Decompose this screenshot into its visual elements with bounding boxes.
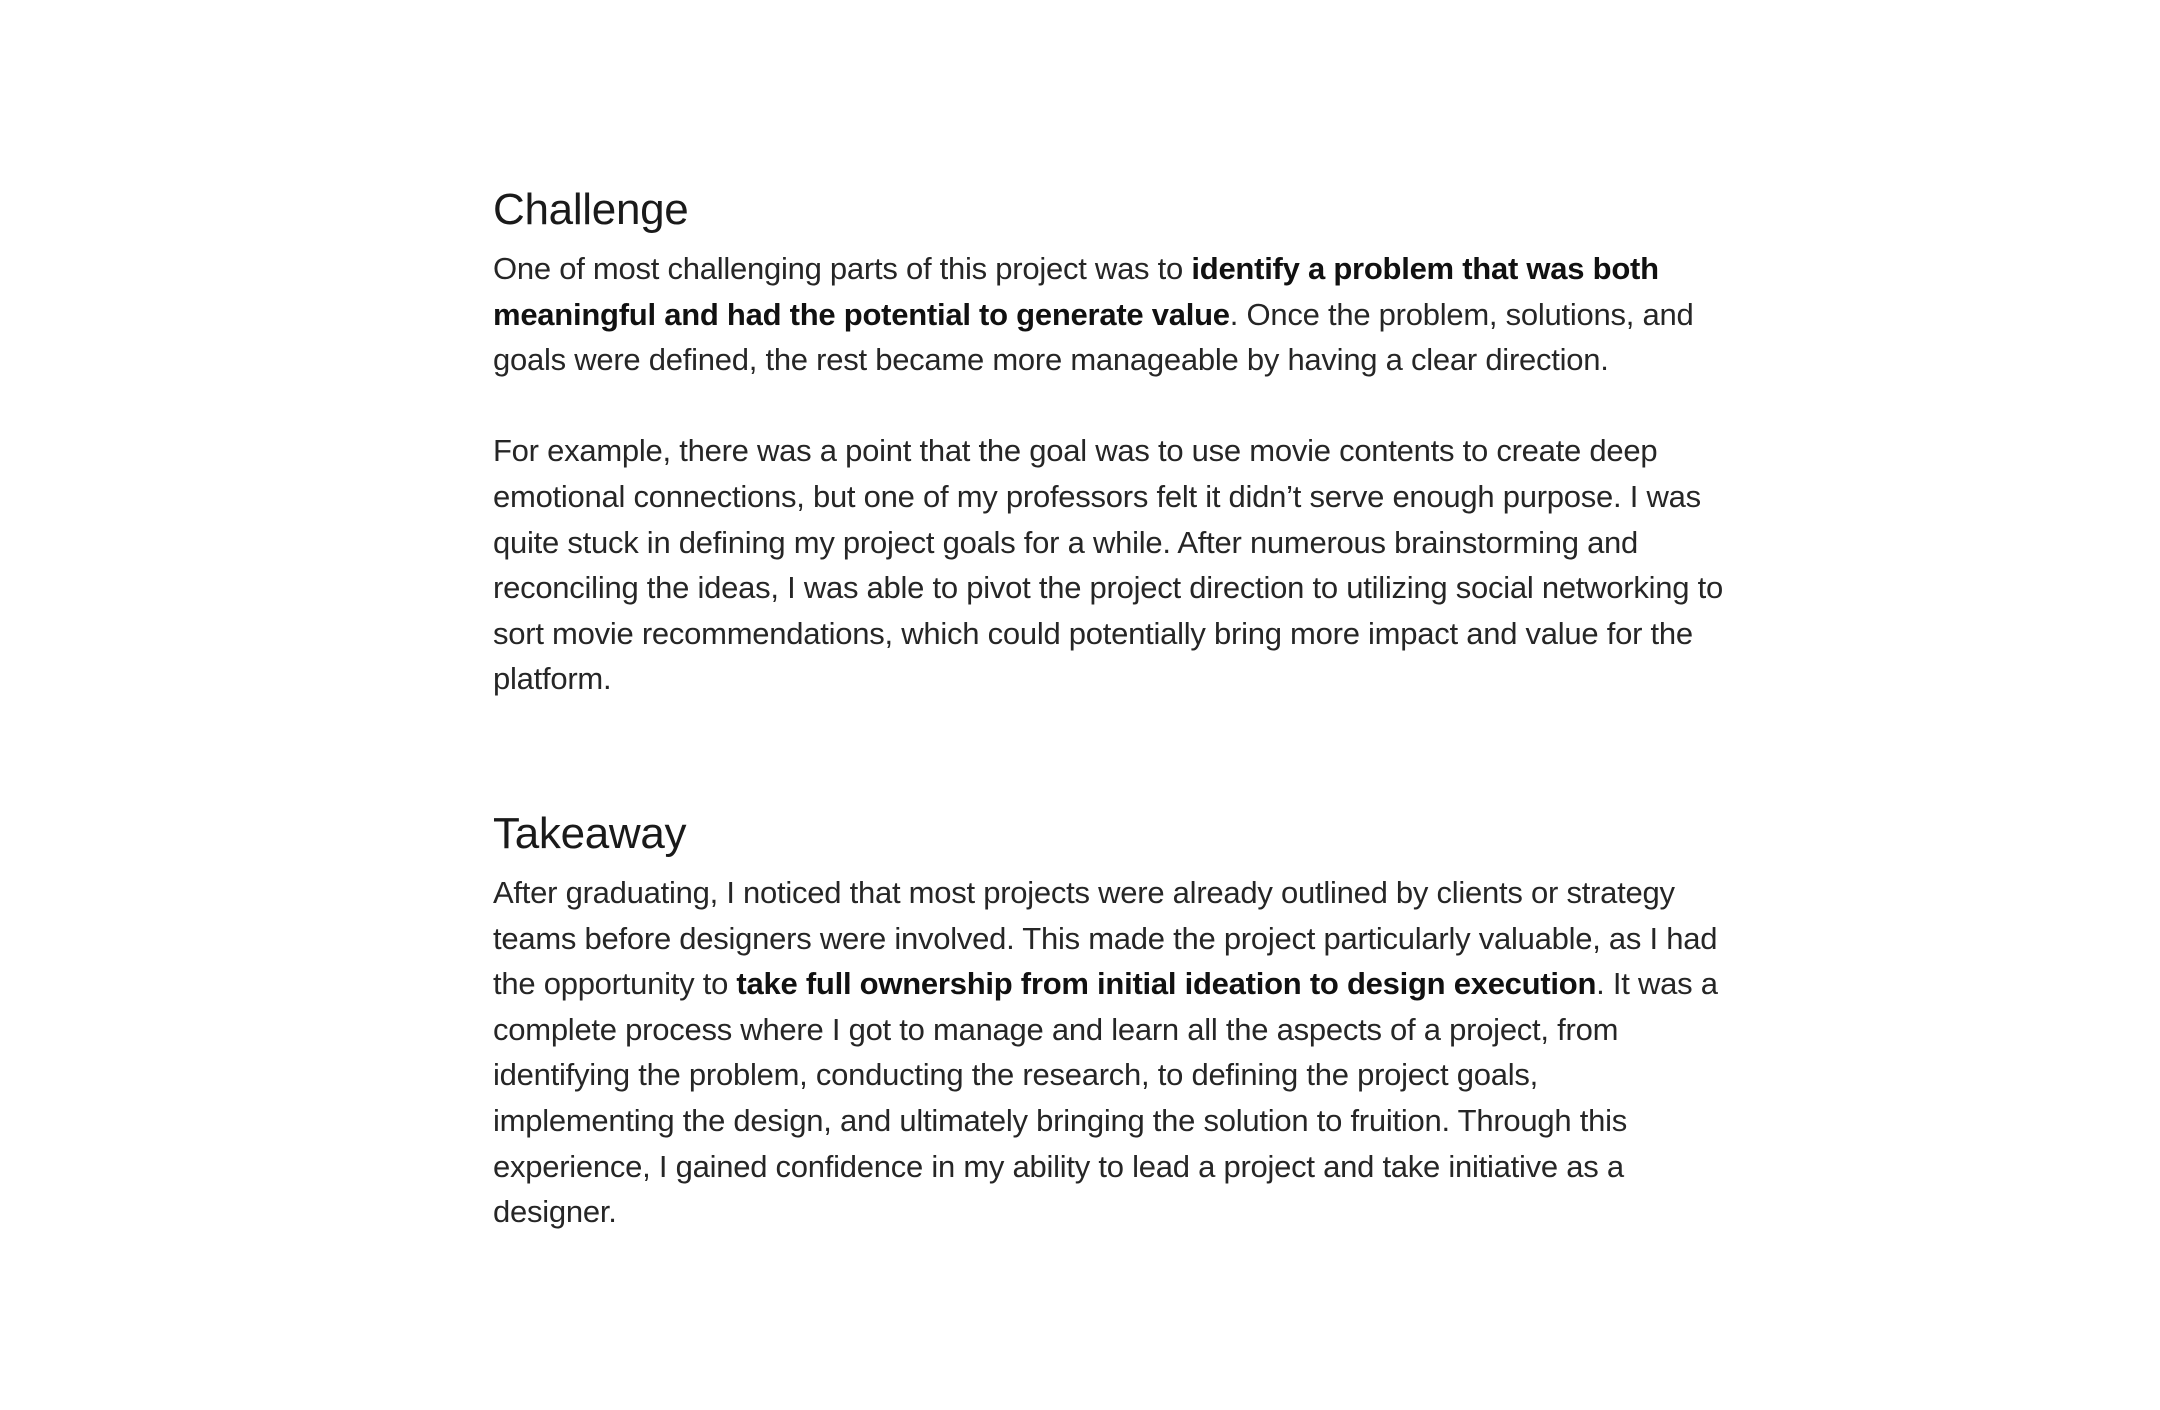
challenge-p1-emphasis: identify a problem that was both meaningful and had the potential to generate value [493,251,1659,332]
article-content [493,178,1723,1235]
takeaway-p1-text-start: After graduating, I noticed that most projects were already outlined by clients or strategy teams before designers were involved. This made the project particularly valuable, as I had the opportunity to [493,874,1718,1002]
takeaway-paragraph-1 [493,870,1723,1235]
challenge-paragraph-1 [493,246,1723,383]
challenge-p1-text-start: One of most challenging parts of this project was to [493,251,1192,286]
challenge-p1-text-end: . Once the problem, solutions, and goals were defined, the rest became more manageable by having a clear direction. [493,296,1694,378]
challenge-section [493,178,1723,702]
challenge-heading: Challenge [493,185,689,234]
takeaway-p1-emphasis: take full ownership from initial ideation to design execution [736,966,1597,1002]
takeaway-heading: Takeaway [493,808,687,858]
challenge-paragraph-2: For example, there was a point that the goal was to use movie contents to create deep emotional connections, but one of my professors felt it didn’t serve enough purpose. I was quite stuck in defining my project goals for a while. After numerous brainstorming and reconciling the ideas, I was able to pivot the project direction to utilizing social networking to sort movie recommendations, which could potentially bring more impact and value for the platform. [493,433,1723,697]
takeaway-p1-text-end: . It was a complete process where I got to manage and learn all the aspects of a project, from identifying the problem, conducting the research, to defining the project goals, implementing the design, and ultimately bringing the solution to fruition. Through this experience, I gained confidence in my ability to lead a project and take initiative as a designer. [493,966,1718,1230]
takeaway-section [493,802,1723,1235]
